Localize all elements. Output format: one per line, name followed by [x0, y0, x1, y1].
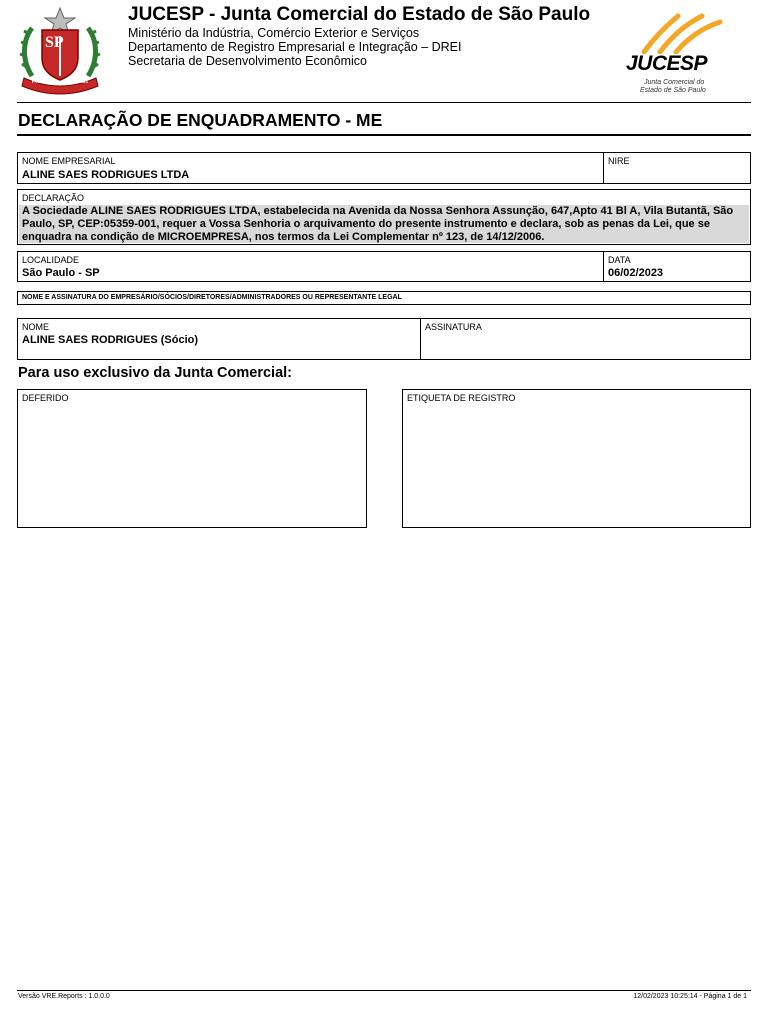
signatories-header [17, 291, 751, 305]
sp-state-seal [18, 6, 102, 96]
jucesp-logo [622, 8, 732, 98]
declaration-field [17, 189, 751, 245]
date-field [603, 251, 751, 282]
nire-label: NIRE [608, 156, 630, 166]
department-line: Departamento de Registro Empresarial e Integração – DREI [128, 40, 462, 54]
exclusive-use-heading: Para uso exclusivo da Junta Comercial: [18, 365, 292, 381]
declaration-text: A Sociedade ALINE SAES RODRIGUES LTDA, estabelecida na Avenida da Nossa Senhora Assunção, 647,Apto 41 Bl A, Vila Butantã, São Paulo, SP, CEP:05359-001, requer a Vossa Senhoria o arquivamento do presente instrumento e declara, sob as penas da Lei, que se enquadra na condição de MICROEMPRESA, nos termos da Lei Complementar nº 123, de 14/12/2006. [19, 205, 749, 243]
locality-value: São Paulo - SP [22, 267, 100, 279]
seal-motto: PRO BRASILIA FIANT EXIMIA [31, 79, 89, 84]
logo-swoosh-icon [622, 8, 732, 54]
seal-initials: SP [45, 34, 64, 51]
secretariat-line: Secretaria de Desenvolvimento Econômico [128, 54, 368, 68]
locality-field [17, 251, 604, 282]
deferido-box [17, 389, 367, 528]
header-divider [17, 102, 751, 103]
signature-field [420, 318, 751, 360]
document-title: DECLARAÇÃO DE ENQUADRAMENTO - ME [18, 110, 383, 130]
signatories-header-text: NOME E ASSINATURA DO EMPRESÁRIO/SÓCIOS/DIRETORES/ADMINISTRADORES OU REPRESENTANTE LEGAL [22, 294, 402, 301]
declaration-label: DECLARAÇÃO [22, 193, 85, 203]
signatory-name-value: ALINE SAES RODRIGUES (Sócio) [22, 334, 199, 346]
signatory-name-label: NOME [22, 322, 49, 332]
logo-name: JUCESP [626, 52, 708, 75]
locality-label: LOCALIDADE [22, 255, 80, 265]
footer-timestamp-page: 12/02/2023 10:25:14 - Página 1 de 1 [633, 993, 747, 1000]
deferido-label: DEFERIDO [22, 393, 69, 403]
footer-version: Versão VRE.Reports : 1.0.0.0 [18, 993, 110, 1000]
nire-field [603, 152, 751, 184]
company-name-label: NOME EMPRESARIAL [22, 156, 116, 166]
company-name-value: ALINE SAES RODRIGUES LTDA [22, 169, 190, 181]
company-name-field [17, 152, 604, 184]
ministry-line: Ministério da Indústria, Comércio Exterior e Serviços [128, 26, 420, 40]
title-divider [17, 134, 751, 136]
registration-label-box [402, 389, 751, 528]
header-title: JUCESP - Junta Comercial do Estado de São Paulo [128, 4, 591, 25]
signature-label: ASSINATURA [425, 322, 482, 332]
logo-subtitle-1: Junta Comercial do [644, 79, 705, 86]
date-value: 06/02/2023 [608, 267, 664, 279]
signatory-name-field [17, 318, 421, 360]
footer-divider [17, 990, 751, 991]
date-label: DATA [608, 255, 631, 265]
registration-label-title: ETIQUETA DE REGISTRO [407, 393, 516, 403]
logo-subtitle-2: Estado de São Paulo [640, 87, 706, 94]
